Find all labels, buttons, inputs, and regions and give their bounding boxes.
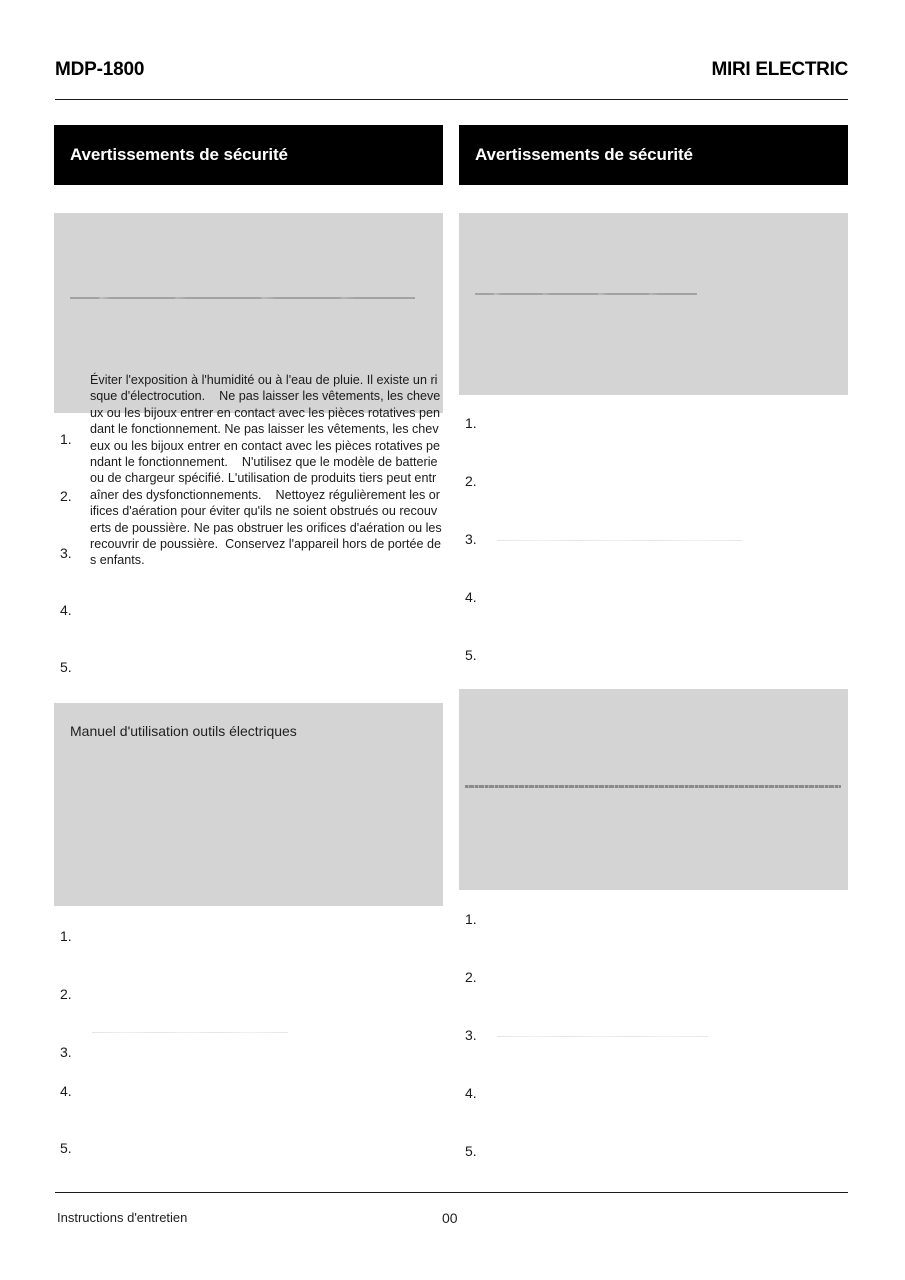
list-marker: 3. [465,531,477,547]
list-item-text [94,1044,435,1045]
footer-page-number: 00 [442,1210,458,1226]
list-item[interactable] [54,1044,443,1083]
list-item-text [499,1027,840,1028]
list-item-text [94,1140,435,1141]
list-item-text [499,415,840,416]
left-section-bar [54,125,443,185]
list-marker: 5. [60,659,72,675]
list-item[interactable] [54,602,443,659]
list-item[interactable] [459,647,848,667]
footer-note: Instructions d'entretien [57,1210,188,1225]
list-marker: 2. [60,986,72,1002]
right-placeholder-box-bottom [459,689,848,890]
left-top-box-microtext-line [70,297,415,299]
list-item[interactable] [459,969,848,1027]
page-header [55,60,848,104]
list-item[interactable] [459,911,848,969]
list-marker: 1. [465,415,477,431]
header-brand-name: MIRI ELECTRIC [711,59,848,80]
list-item[interactable] [54,1140,443,1178]
list-marker: 1. [60,431,72,447]
list-item[interactable] [459,473,848,531]
list-item-text [94,1083,435,1084]
list-marker: 5. [465,647,477,663]
list-item[interactable] [459,1027,848,1085]
list-item[interactable] [459,1143,848,1163]
manual-title-label: Manuel d'utilisation outils électriques [70,723,297,739]
header-divider [55,99,848,100]
list-item[interactable] [54,986,443,1044]
list-item-text [499,911,840,912]
list-marker: 1. [465,911,477,927]
list-marker: 1. [60,928,72,944]
safety-body-paragraph: Éviter l'exposition à l'humidité ou à l'eau de pluie. Il existe un risque d'électrocution. Ne pas laisser les vêtements, les cheveux ou les bijoux entrer en contact avec les pièces rotatives pendant le fonctionnement. Ne pas laisser les vêtements, les cheveux ou les bijoux entrer en contact avec les pièces rotatives pendant le fonctionnement. N'utilisez que le modèle de batterie ou de chargeur spécifié. L'utilisation de produits tiers peut entraîner des dysfonctionnements. Nettoyez régulièrement les orifices d'aération pour éviter qu'ils ne soient obstrués ou recouverts de poussière. Ne pas obstruer les orifices d'aération ou les recouvrir de poussière. Conservez l'appareil hors de portée des enfants. [90,373,446,568]
list-item[interactable] [459,1085,848,1143]
footer-divider [55,1192,848,1193]
list-item-text [499,473,840,474]
list-marker: 3. [60,545,72,561]
list-marker: 3. [60,1044,72,1060]
right-section-title: Avertissements de sécurité [475,145,693,164]
right-section-bar [459,125,848,185]
list-item-text [94,659,435,660]
left-column [54,125,446,1178]
right-top-box-microtext-line [475,293,697,295]
list-item-text [94,602,435,603]
list-item-microtext-line [497,1036,708,1037]
list-item[interactable] [54,659,443,697]
list-marker: 4. [465,589,477,605]
list-item-text [499,969,840,970]
list-marker: 2. [465,969,477,985]
list-item-microtext-line [497,540,742,541]
list-marker: 4. [60,1083,72,1099]
page-footer [55,1210,848,1230]
right-column [459,125,848,1163]
list-marker: 5. [60,1140,72,1156]
right-placeholder-box-top [459,213,848,395]
list-marker: 5. [465,1143,477,1159]
list-item-text [499,531,840,532]
list-item[interactable] [54,928,443,986]
right-bottom-box-microtext-line [465,785,841,788]
list-marker: 2. [465,473,477,489]
list-item[interactable] [54,1083,443,1140]
list-item[interactable] [459,589,848,647]
header-model-number: MDP-1800 [55,59,145,80]
list-item[interactable] [459,531,848,589]
list-marker: 4. [465,1085,477,1101]
list-marker: 3. [465,1027,477,1043]
left-placeholder-box-bottom [54,703,443,906]
list-item-text [499,1143,840,1144]
list-marker: 4. [60,602,72,618]
list-item-text [499,647,840,648]
list-item-text [94,928,435,929]
list-item-text [94,986,435,987]
right-list-bottom [459,911,848,1163]
list-item-text [499,589,840,590]
list-item-microtext-line [92,1032,288,1033]
list-item-text [499,1085,840,1086]
left-list-bottom [54,928,443,1178]
left-section-title: Avertissements de sécurité [70,145,288,164]
right-list-top [459,415,848,667]
list-marker: 2. [60,488,72,504]
list-item[interactable] [459,415,848,473]
